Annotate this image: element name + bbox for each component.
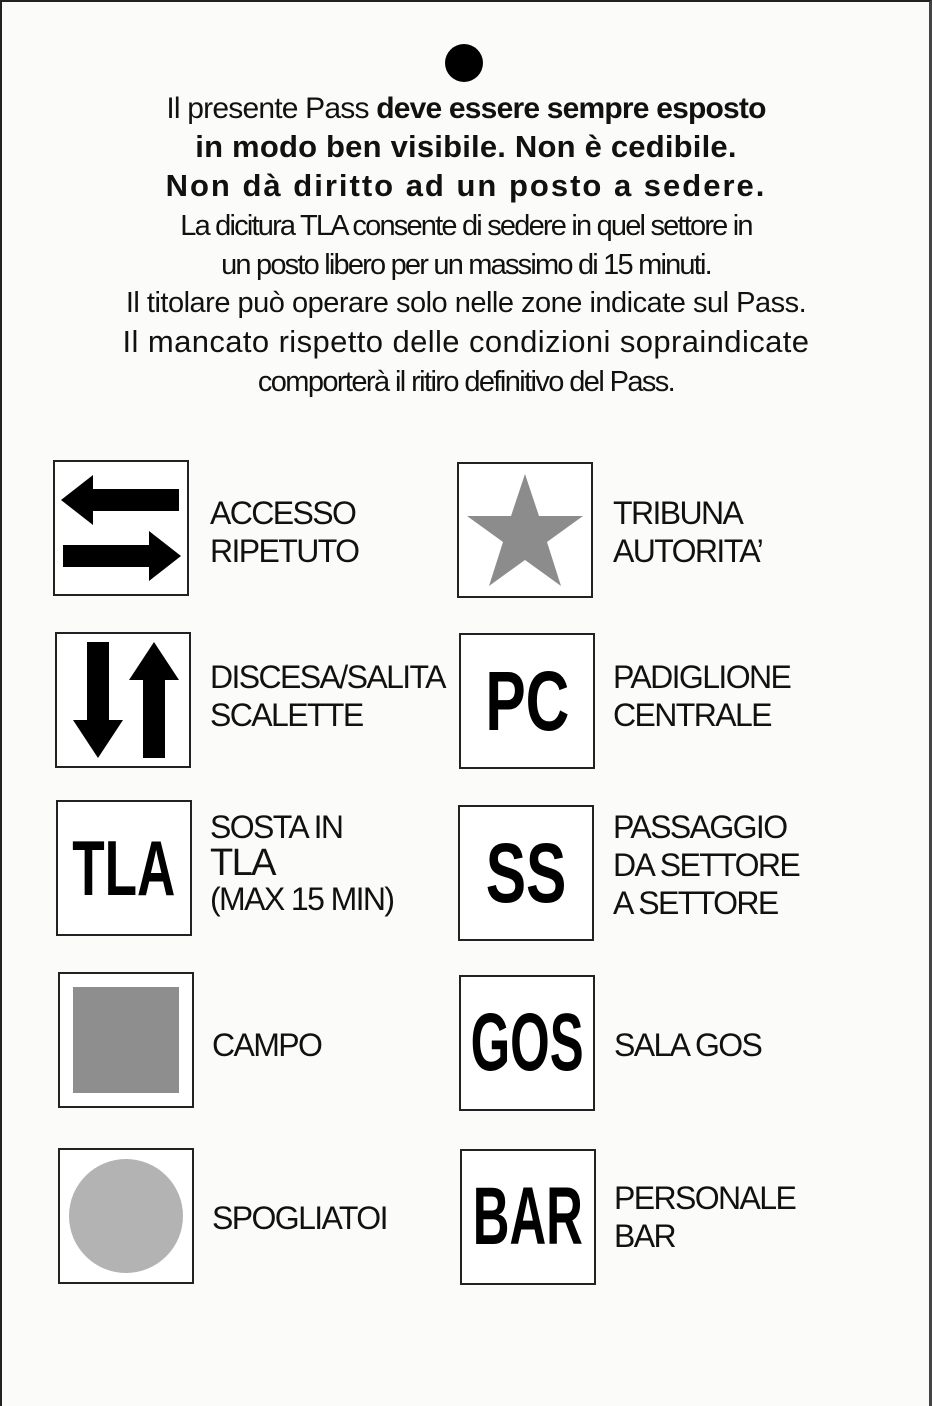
label-line: CENTRALE: [613, 697, 771, 733]
label-line: SPOGLIATOI: [212, 1200, 387, 1236]
ss-code-text: SS: [485, 825, 567, 920]
ss-code-icon: [458, 805, 594, 941]
label-line: A SETTORE: [613, 885, 778, 921]
legend-label-sala: [614, 1026, 761, 1064]
punch-hole: [445, 44, 483, 82]
label-line: SALA GOS: [614, 1027, 762, 1063]
label-line: BAR: [614, 1218, 675, 1254]
label-line: PERSONALE: [614, 1180, 796, 1216]
label-line: TLA: [210, 842, 275, 884]
bar-code-text: BAR: [472, 1171, 584, 1262]
intro-line-8: comporterà il ritiro definitivo del Pass.: [257, 366, 675, 398]
star-icon: [457, 462, 593, 598]
label-line: PASSAGGIO: [613, 809, 787, 845]
tla-code-text: TLA: [72, 823, 176, 912]
legend-label-padiglione: [613, 658, 790, 734]
legend-label-passaggio: [613, 808, 799, 922]
intro-line-1: [0, 90, 932, 128]
label-line: DISCESA/SALITA: [210, 659, 445, 695]
label-line: CAMPO: [212, 1027, 322, 1063]
label-line: ACCESSO: [210, 495, 356, 531]
gray-square-icon: [58, 972, 194, 1108]
bar-code-icon: [460, 1149, 596, 1285]
legend-label-personale: [614, 1179, 795, 1255]
label-line: PADIGLIONE: [613, 659, 791, 695]
intro-line-5: un posto libero per un massimo di 15 minuti.: [221, 249, 711, 281]
label-line: (MAX 15 MIN): [210, 881, 394, 917]
intro-line-4: La dicitura TLA consente di sedere in quel settore in: [180, 210, 752, 242]
label-line: RIPETUTO: [210, 533, 359, 569]
legend-label-sosta: [210, 808, 394, 918]
intro-line-3: Non dà diritto ad un posto a sedere.: [165, 168, 767, 203]
legend-label-spogliatoi: [212, 1199, 387, 1237]
intro-line-2: in modo ben visibile. Non è cedibile.: [195, 129, 737, 164]
intro-text: [0, 90, 932, 402]
gray-circle-icon: [58, 1148, 194, 1284]
legend-label-discesa: [210, 658, 445, 734]
gos-code-icon: [459, 975, 595, 1111]
up-down-arrows-icon: [55, 632, 191, 768]
intro-line-1-regular: Il presente Pass: [166, 92, 377, 125]
label-line: TRIBUNA: [613, 495, 743, 531]
intro-line-6: Il titolare può operare solo nelle zone indicate sul Pass.: [125, 287, 807, 319]
legend-label-campo: [212, 1026, 321, 1064]
repeat-access-arrows-icon: [53, 460, 189, 596]
label-line: SOSTA IN: [210, 809, 343, 845]
tla-code-icon: [56, 800, 192, 936]
label-line: DA SETTORE: [613, 847, 800, 883]
legend-label-accesso: [210, 494, 358, 570]
legend-label-tribuna: [613, 494, 762, 570]
label-line: AUTORITA’: [613, 533, 763, 569]
intro-line-7: Il mancato rispetto delle condizioni sopraindicate: [122, 324, 810, 359]
pc-code-text: PC: [484, 653, 570, 748]
intro-line-1-bold: deve essere sempre esposto: [376, 92, 766, 125]
pc-code-icon: [459, 633, 595, 769]
gos-code-text: GOS: [470, 997, 584, 1088]
label-line: SCALETTE: [210, 697, 363, 733]
